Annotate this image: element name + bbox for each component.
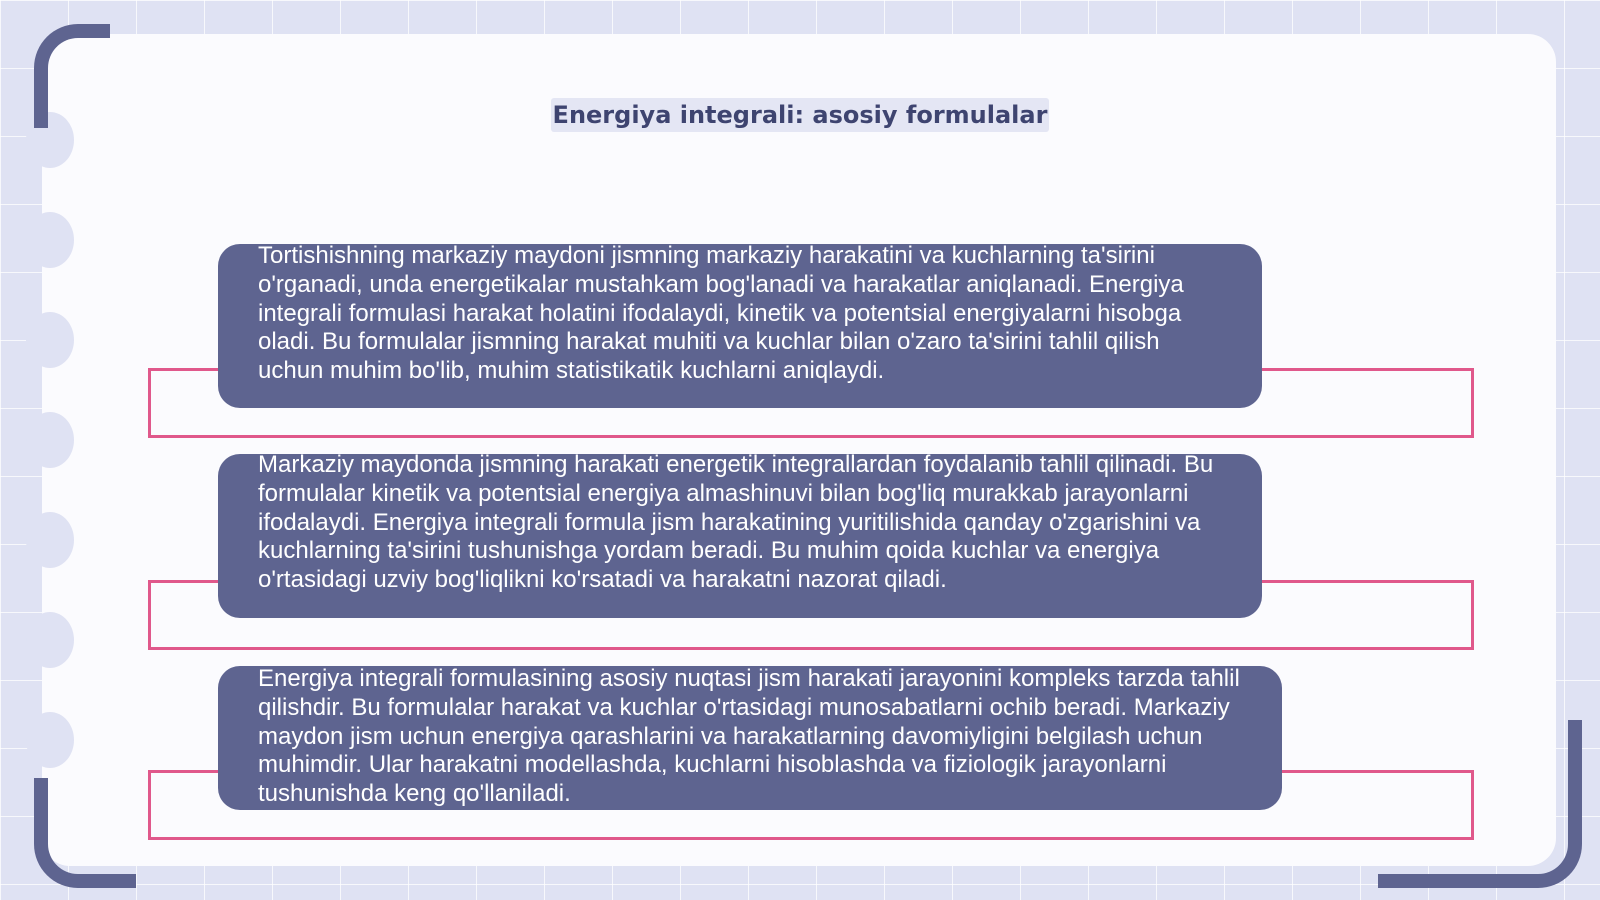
binder-hole xyxy=(26,612,74,668)
paragraph-2: Markaziy maydonda jismning harakati energetik integrallardan foydalanib tahlil qilinadi. Bu formulalar kinetik va potentsial energiya almashinuvi bilan bog'liq murakkab jarayonlarni ifodalaydi. Energiya integrali formula jism harakatining yuritilishida qanday o'zgarishini va kuchlarning ta'sirini tushunishga yordam beradi. Bu muhim qoida kuchlar va energiya o'rtasidagi uzviy bog'liqlikni ko'rsatadi va harakatni nazorat qiladi. xyxy=(258,454,1214,594)
binder-hole xyxy=(26,412,74,468)
paragraph-3: Energiya integrali formulasining asosiy nuqtasi jism harakati jarayonini kompleks tarzda tahlil qilishdir. Bu formulalar harakat va kuchlar o'rtasidagi munosabatlarni ochib beradi. Markaziy maydon jism uchun energiya qarashlarini va harakatlarning davomiyligini belgilash uchun muhimdir. Ular harakatni modellashda, kuchlarni hisoblashda va fiziologik jarayonlarni tushunishda keng qo'llaniladi. xyxy=(258,666,1240,808)
text-box-2 xyxy=(218,454,1262,618)
text-box-1 xyxy=(218,244,1262,408)
binder-hole xyxy=(26,212,74,268)
text-box-3 xyxy=(218,666,1282,810)
paragraph-1: Tortishishning markaziy maydoni jismning markaziy harakatini va kuchlarning ta'sirini o'rganadi, unda energetikalar mustahkam bog'lanadi va harakatlar aniqlanadi. Energiya integrali formulasi harakat holatini ifodalaydi, kinetik va potentsial energiyalarni hisobga oladi. Bu formulalar jismning harakat muhiti va kuchlar bilan o'zaro ta'sirini tahlil qilish uchun muhim bo'lib, muhim statistikatik kuchlarni aniqlaydi. xyxy=(258,244,1184,385)
slide-title-wrapper xyxy=(0,94,1600,132)
slide-title: Energiya integrali: asosiy formulalar xyxy=(551,98,1050,132)
binder-hole xyxy=(26,312,74,368)
binder-hole xyxy=(26,712,74,768)
corner-bracket-bottom-left xyxy=(34,778,136,888)
binder-hole xyxy=(26,512,74,568)
